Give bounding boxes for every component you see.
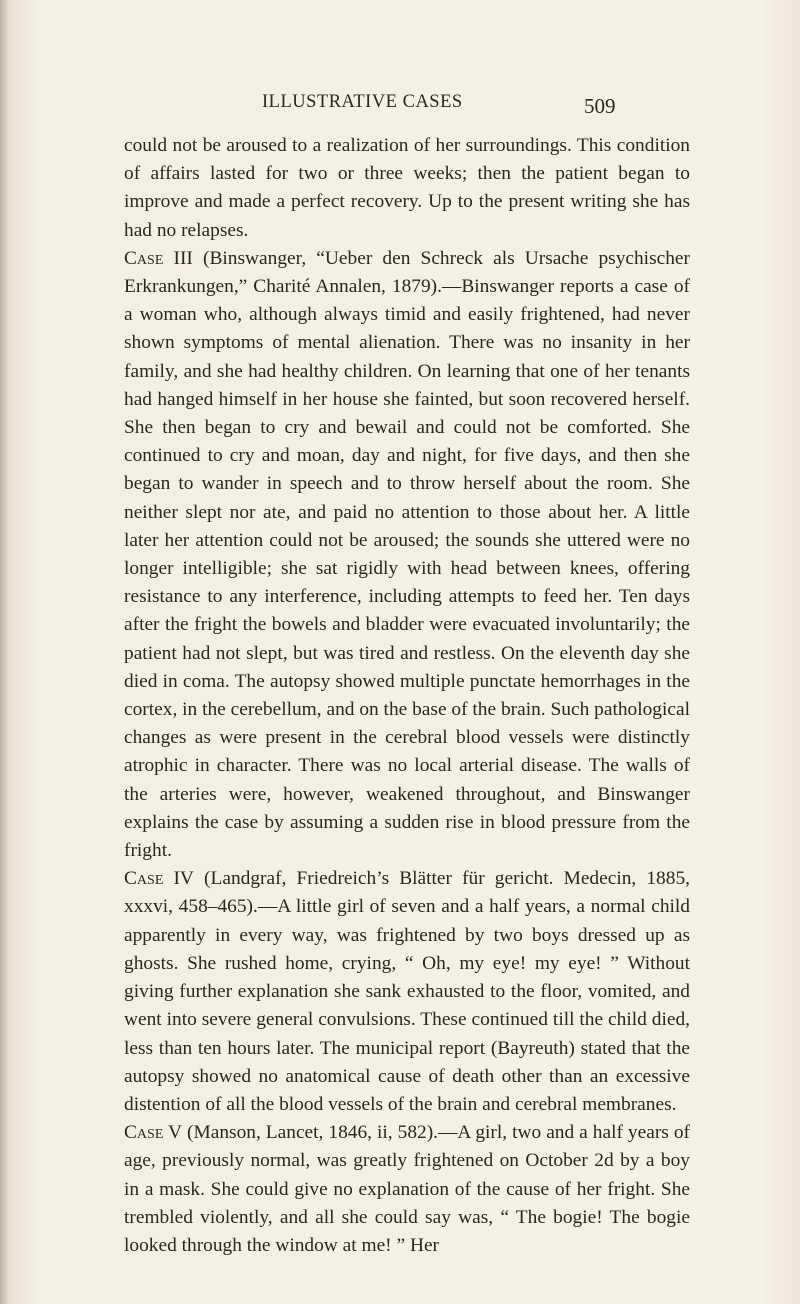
case-label: Case III	[124, 247, 193, 269]
paragraph-case-3	[124, 245, 690, 865]
page-edge-shadow	[0, 0, 8, 1304]
paragraph-text: (Manson, Lancet, 1846, ii, 582).—A girl, two and a half years of age, previously normal, was greatly frightened on October 2d by a boy in a mask. She could give no explanation of the cause of her fright. She trembled violently, and all she could say was, “ The bogie! The bogie looked through the window at me! ” Her	[124, 1122, 690, 1256]
body-text	[124, 132, 690, 1260]
paragraph-case-4	[124, 865, 690, 1119]
page-number: 509	[584, 94, 616, 118]
case-label: Case V	[124, 1122, 183, 1144]
case-label: Case IV	[124, 868, 194, 890]
paragraph-text: (Binswanger, “Ueber den Schreck als Ursache psychischer Erkrankungen,” Charité Annalen, 1879).—Binswanger reports a case of a woman who, although always timid and easily frightened, had never shown symptoms of mental alienation. There was no insanity in her family, and she had healthy children. On learning that one of her tenants had hanged himself in her house she fainted, but soon recovered herself. She then began to cry and bewail and could not be comforted. She continued to cry and moan, day and night, for five days, and then she began to wander in speech and to throw herself about the room. She neither slept nor ate, and paid no attention to those about her. A little later her attention could not be aroused; the sounds she uttered were no longer intelligible; she sat rigidly with head between knees, offering resistance to any interference, including attempts to feed her. Ten days after the fright the bowels and bladder were evacuated involuntarily; the patient had not slept, but was tired and restless. On the eleventh day she died in coma. The autopsy showed multiple punctate hemorrhages in the cortex, in the cerebellum, and on the base of the brain. Such pathological changes as were present in the cerebral blood vessels were distinctly atrophic in character. There was no local arterial disease. The walls of the arteries were, however, weakened throughout, and Binswanger explains the case by assuming a sudden rise in blood pressure from the fright.	[124, 247, 690, 862]
paragraph-text: could not be aroused to a realization of her surroundings. This condition of affairs lasted for two or three weeks; then the patient began to improve and made a perfect recovery. Up to the present writing she has had no relapses.	[124, 135, 690, 241]
paragraph-text: (Landgraf, Friedreich’s Blätter für gericht. Medecin, 1885, xxxvi, 458–465).—A little girl of seven and a half years, a normal child apparently in every way, was frightened by two boys dressed up as ghosts. She rushed home, crying, “ Oh, my eye! my eye! ” Without giving further explanation she sank exhausted to the floor, vomited, and went into severe general convulsions. These continued till the child died, less than ten hours later. The municipal report (Bayreuth) stated that the autopsy showed no anatomical cause of death other than an excessive distention of all the blood vessels of the brain and cerebral membranes.	[124, 868, 690, 1115]
page-header	[0, 92, 800, 122]
paragraph-case-5	[124, 1119, 690, 1260]
paragraph-continuation	[124, 132, 690, 245]
running-title: ILLUSTRATIVE CASES	[262, 92, 463, 112]
